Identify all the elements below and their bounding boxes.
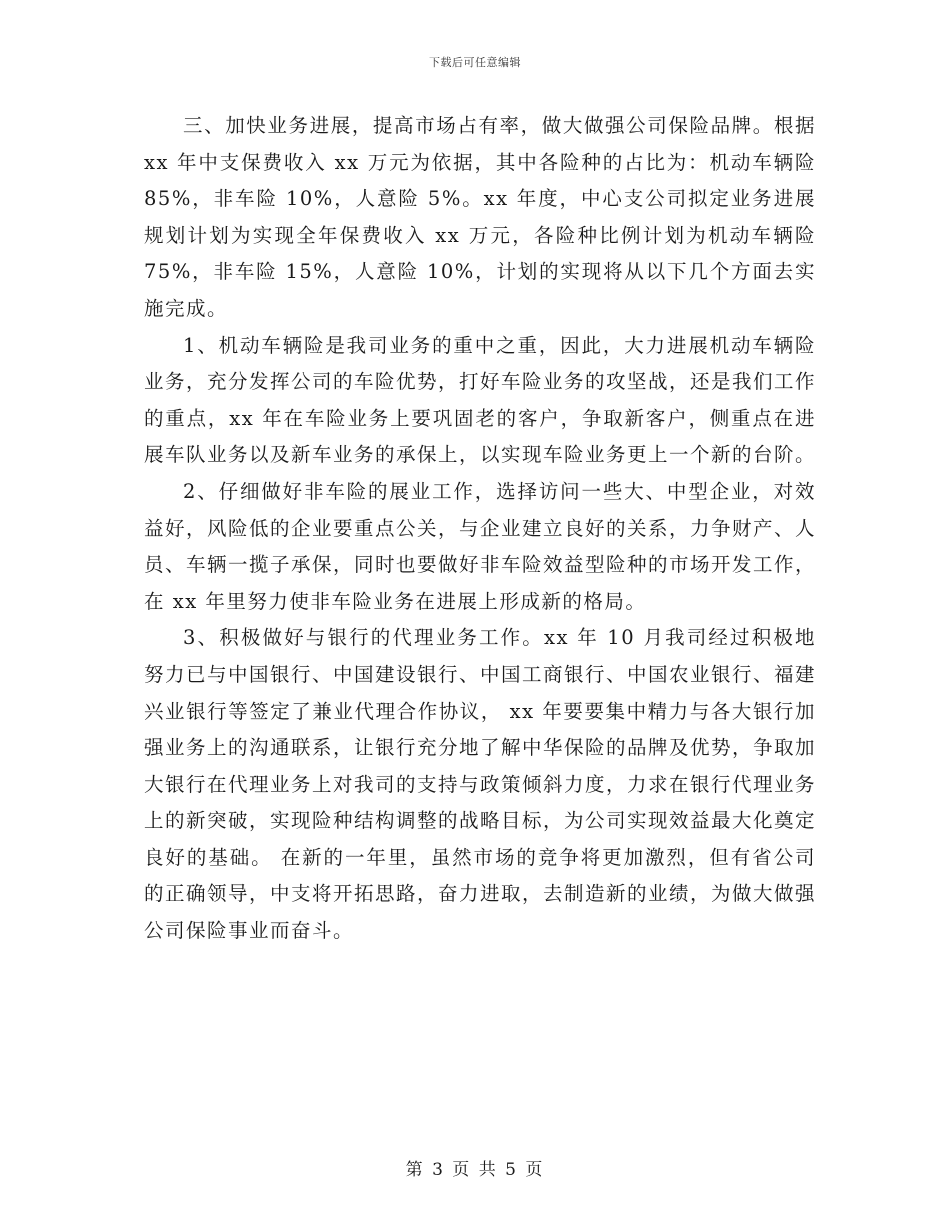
paragraph-item-three: 3、积极做好与银行的代理业务工作。xx 年 10 月我司经过积极地努力已与中国银行、中国建设银行、中国工商银行、中国农业银行、福建兴业银行等签定了兼业代理合作协议， xx 年要要集中精力与各大银行加强业务上的沟通联系，让银行充分地了解中华保险的品牌及优势，争取加大银行在代理业务上对我司的支持与政策倾斜力度，力求在银行代理业务上的新突破，实现险种结构调整的战略目标，为公司实现效益最大化奠定良好的基础。 在新的一年里，虽然市场的竞争将更加激烈，但有省公司的正确领导，中支将开拓思路，奋力进取，去制造新的业绩，为做大做强公司保险事业而奋斗。 [144,626,817,943]
paragraph-item-one: 1、机动车辆险是我司业务的重中之重，因此，大力进展机动车辆险业务，充分发挥公司的车险优势，打好车险业务的攻坚战，还是我们工作的重点，xx 年在车险业务上要巩固老的客户，争取新客户，侧重点在进展车队业务以及新车业务的承保上，以实现车险业务更上一个新的台阶。 [144,333,817,467]
paragraph-section-three: 三、加快业务进展，提高市场占有率，做大做强公司保险品牌。根据 xx 年中支保费收入 xx 万元为依据，其中各险种的占比为：机动车辆险 85%，非车险 10%，人意险 5%。xx 年度，中心支公司拟定业务进展规划计划为实现全年保费收入 xx 万元，各险种比例计划为机动车辆险 75%，非车险 15%，人意险 10%，计划的实现将从以下几个方面去实施完成。 [144,114,816,320]
paragraph-item-two: 2、仔细做好非车险的展业工作，选择访问一些大、中型企业，对效益好，风险低的企业要重点公关，与企业建立良好的关系，力争财产、人员、车辆一揽子承保，同时也要做好非车险效益型险种的市场开发工作，在 xx 年里努力使非车险业务在进展上形成新的格局。 [144,479,817,613]
page-header: 下载后可任意编辑 [429,56,521,69]
page-number: 第 3 页 共 5 页 [405,1160,545,1180]
document-body [144,108,816,950]
